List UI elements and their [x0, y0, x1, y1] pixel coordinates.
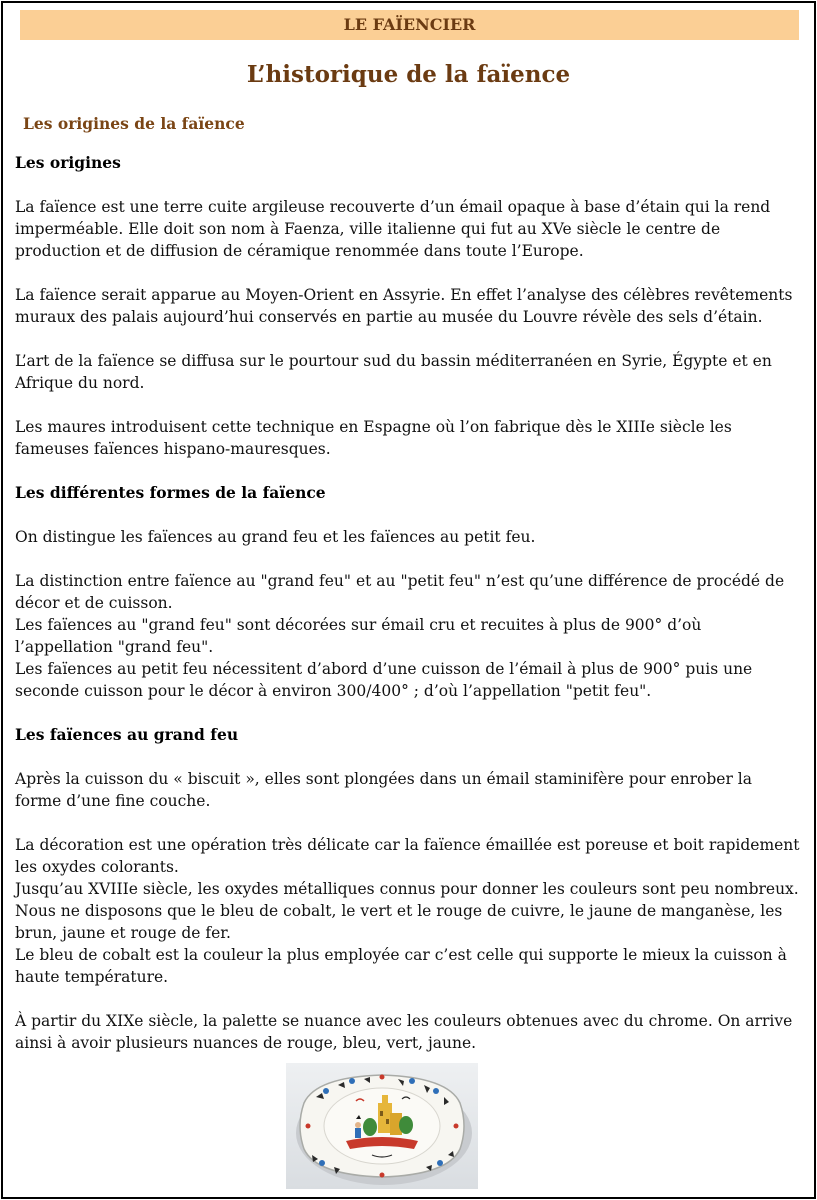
paragraph: Après la cuisson du « biscuit », elles sont plongées dans un émail staminifère pour enrober la forme d’une fine couche.	[15, 770, 752, 810]
paragraph: On distingue les faïences au grand feu et les faïences au petit feu.	[15, 528, 536, 546]
page-frame	[1, 1, 816, 1199]
paragraph: La faïence est une terre cuite argileuse recouverte d’un émail opaque à base d’étain qui la rend imperméable. Elle doit son nom à Faenza, ville italienne qui fut au XVe siècle le centre de production et de diffusion de céramique renommée dans toute l’Europe.	[15, 198, 771, 260]
plate-illustration	[286, 1063, 478, 1189]
heading-formes: Les différentes formes de la faïence	[15, 483, 326, 502]
page-title: L’historique de la faïence	[246, 61, 571, 88]
paragraph: Les maures introduisent cette technique en Espagne où l’on fabrique dès le XIIIe siècle les fameuses faïences hispano-mauresques.	[15, 418, 732, 458]
paragraph: Le bleu de cobalt est la couleur la plus employée car c’est celle qui supporte le mieux la cuisson à haute température.	[15, 946, 787, 986]
paragraph: L’art de la faïence se diffusa sur le pourtour sud du bassin méditerranéen en Syrie, Égypte et en Afrique du nord.	[15, 352, 772, 392]
paragraph: La distinction entre faïence au "grand feu" et au "petit feu" n’est qu’une différence de procédé de décor et de cuisson.	[15, 572, 785, 612]
paragraph: Les faïences au "grand feu" sont décorées sur émail cru et recuites à plus de 900° d’où l’appellation "grand feu".	[15, 616, 702, 656]
section-subtitle: Les origines de la faïence	[23, 114, 245, 133]
heading-origines: Les origines	[15, 153, 121, 172]
article-body	[15, 152, 801, 1054]
paragraph: À partir du XIXe siècle, la palette se nuance avec les couleurs obtenues avec du chrome. On arrive ainsi à avoir plusieurs nuances de rouge, bleu, vert, jaune.	[15, 1012, 793, 1052]
paragraph: Nous ne disposons que le bleu de cobalt, le vert et le rouge de cuivre, le jaune de manganèse, les brun, jaune et rouge de fer.	[15, 902, 783, 942]
site-banner: LE FAÏENCIER	[20, 10, 799, 40]
paragraph: La décoration est une opération très délicate car la faïence émaillée est poreuse et boit rapidement les oxydes colorants.	[15, 836, 800, 876]
paragraph: Jusqu’au XVIIIe siècle, les oxydes métalliques connus pour donner les couleurs sont peu nombreux.	[15, 880, 799, 898]
paragraph: La faïence serait apparue au Moyen-Orient en Assyrie. En effet l’analyse des célèbres revêtements muraux des palais aujourd’hui conservés en partie au musée du Louvre révèle des sels d’étain.	[15, 286, 793, 326]
heading-grand-feu: Les faïences au grand feu	[15, 725, 239, 744]
faience-plate-photo	[286, 1063, 478, 1189]
paragraph: Les faïences au petit feu nécessitent d’abord d’une cuisson de l’émail à plus de 900° puis une seconde cuisson pour le décor à environ 300/400° ; d’où l’appellation "petit feu".	[15, 660, 753, 700]
